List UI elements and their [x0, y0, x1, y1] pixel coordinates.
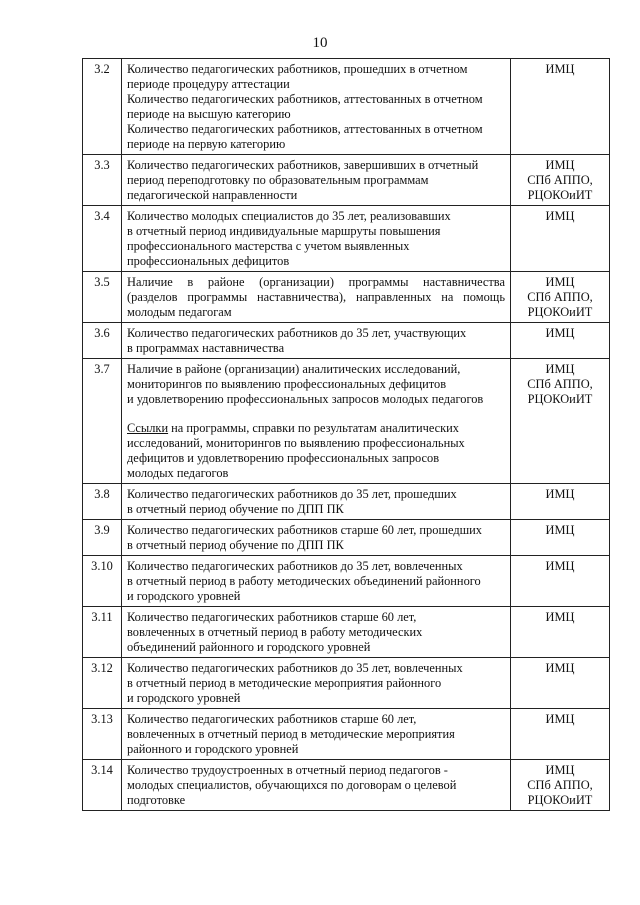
indicator-description: [122, 359, 511, 484]
description-line: в программах наставничества: [127, 341, 285, 355]
description-line: Количество педагогических работников, аттестованных в отчетном: [127, 92, 483, 106]
description-line: Количество педагогических работников, завершивших в отчетный: [127, 158, 479, 172]
description-line: мониторингов по выявлению профессиональных дефицитов: [127, 377, 447, 391]
links-label: Ссылки: [127, 421, 169, 435]
links-note-line: исследований, мониторингов по выявлению профессиональных: [127, 436, 465, 450]
table-row: [83, 520, 610, 556]
indicator-description: [122, 59, 511, 155]
indicator-description: [122, 520, 511, 556]
indicator-description: [122, 323, 511, 359]
description-line: Количество педагогических работников до 35 лет, участвующих: [127, 326, 467, 340]
responsible-cell: [511, 359, 610, 484]
row-number: 3.9: [83, 520, 122, 556]
row-number: 3.3: [83, 155, 122, 206]
indicator-description: [122, 155, 511, 206]
responsible-cell: [511, 155, 610, 206]
indicator-description: [122, 272, 511, 323]
responsible-org: СПб АППО,: [527, 778, 593, 792]
responsible-cell: [511, 556, 610, 607]
description-line: подготовке: [127, 793, 186, 807]
responsible-org: СПб АППО,: [527, 173, 593, 187]
responsible-cell: [511, 484, 610, 520]
description-line: в отчетный период обучение по ДПП ПК: [127, 538, 344, 552]
description-line: Количество педагогических работников, прошедших в отчетном: [127, 62, 468, 76]
indicator-description: [122, 760, 511, 811]
responsible-cell: [511, 272, 610, 323]
row-number: 3.11: [83, 607, 122, 658]
responsible-org: ИМЦ: [545, 487, 575, 501]
table-row: [83, 206, 610, 272]
links-note-line: [127, 421, 505, 436]
responsible-org: ИМЦ: [545, 62, 575, 76]
responsible-org: ИМЦ: [545, 275, 575, 289]
row-number: 3.8: [83, 484, 122, 520]
indicator-description: [122, 484, 511, 520]
responsible-org: ИМЦ: [545, 610, 575, 624]
indicator-description: [122, 206, 511, 272]
responsible-cell: [511, 59, 610, 155]
description-line: профессионального мастерства с учетом выявленных: [127, 239, 410, 253]
table-row: [83, 59, 610, 155]
description-line: Количество трудоустроенных в отчетный период педагогов -: [127, 763, 448, 777]
description-line: период переподготовку по образовательным программам: [127, 173, 429, 187]
description-line: молодых специалистов, обучающихся по договорам о целевой: [127, 778, 457, 792]
description-line: профессиональных дефицитов: [127, 254, 290, 268]
description-line: периоде процедуру аттестации: [127, 77, 290, 91]
description-line: в отчетный период в методические мероприятия районного: [127, 676, 442, 690]
responsible-cell: [511, 709, 610, 760]
table-row: [83, 359, 610, 484]
table-row: [83, 760, 610, 811]
responsible-org: РЦОКОиИТ: [527, 188, 593, 202]
row-number: 3.13: [83, 709, 122, 760]
description-line: молодым педагогам: [127, 305, 232, 319]
row-number: 3.2: [83, 59, 122, 155]
row-number: 3.10: [83, 556, 122, 607]
description-line: в отчетный период обучение по ДПП ПК: [127, 502, 344, 516]
row-number: 3.7: [83, 359, 122, 484]
responsible-org: СПб АППО,: [527, 377, 593, 391]
table-row: [83, 484, 610, 520]
responsible-cell: [511, 323, 610, 359]
links-text: на программы, справки по результатам аналитических: [168, 421, 459, 435]
description-line: и городского уровней: [127, 589, 241, 603]
description-line: в отчетный период индивидуальные маршруты повышения: [127, 224, 441, 238]
indicator-description: [122, 658, 511, 709]
description-line: объединений районного и городского уровней: [127, 640, 371, 654]
page-number: 10: [312, 35, 328, 51]
description-line: и удовлетворению профессиональных запросов молодых педагогов: [127, 392, 484, 406]
responsible-org: ИМЦ: [545, 362, 575, 376]
description-line: Количество педагогических работников старше 60 лет,: [127, 712, 417, 726]
description-line: Количество педагогических работников до 35 лет, вовлеченных: [127, 661, 463, 675]
responsible-org: ИМЦ: [545, 326, 575, 340]
indicator-description: [122, 556, 511, 607]
responsible-org: РЦОКОиИТ: [527, 392, 593, 406]
indicator-description: [122, 607, 511, 658]
row-number: 3.6: [83, 323, 122, 359]
description-line: в отчетный период в работу методических объединений районного: [127, 574, 481, 588]
row-number: 3.12: [83, 658, 122, 709]
table-row: [83, 155, 610, 206]
links-note-line: дефицитов и удовлетворению профессиональных запросов: [127, 451, 440, 465]
description-line: Количество молодых специалистов до 35 лет, реализовавших: [127, 209, 451, 223]
links-note-line: молодых педагогов: [127, 466, 229, 480]
description-line: периоде на первую категорию: [127, 137, 286, 151]
table-row: [83, 556, 610, 607]
description-line: (разделов программы наставничества), направленных на помощь: [127, 290, 505, 304]
responsible-org: ИМЦ: [545, 661, 575, 675]
table-row: [83, 323, 610, 359]
indicators-table: [82, 58, 610, 811]
description-line: Количество педагогических работников до 35 лет, прошедших: [127, 487, 457, 501]
responsible-org: СПб АППО,: [527, 290, 593, 304]
description-line: Количество педагогических работников старше 60 лет, прошедших: [127, 523, 483, 537]
description-line: вовлеченных в отчетный период в работу методических: [127, 625, 423, 639]
links-note: [127, 421, 505, 481]
description-line: Количество педагогических работников, аттестованных в отчетном: [127, 122, 483, 136]
responsible-org: ИМЦ: [545, 712, 575, 726]
responsible-cell: [511, 658, 610, 709]
responsible-org: ИМЦ: [545, 559, 575, 573]
description-line: периоде на высшую категорию: [127, 107, 291, 121]
responsible-cell: [511, 206, 610, 272]
table-row: [83, 607, 610, 658]
description-line: и городского уровней: [127, 691, 241, 705]
responsible-cell: [511, 607, 610, 658]
description-line: Наличие в районе (организации) программы наставничества: [127, 275, 505, 289]
row-number: 3.5: [83, 272, 122, 323]
responsible-org: РЦОКОиИТ: [527, 793, 593, 807]
responsible-cell: [511, 760, 610, 811]
indicator-description: [122, 709, 511, 760]
table-row: [83, 272, 610, 323]
description-line: районного и городского уровней: [127, 742, 299, 756]
table-row: [83, 658, 610, 709]
table-row: [83, 709, 610, 760]
responsible-org: ИМЦ: [545, 209, 575, 223]
responsible-cell: [511, 520, 610, 556]
responsible-org: ИМЦ: [545, 523, 575, 537]
description-line: педагогической направленности: [127, 188, 298, 202]
description-line: вовлеченных в отчетный период в методические мероприятия: [127, 727, 455, 741]
description-line: Наличие в районе (организации) аналитических исследований,: [127, 362, 461, 376]
description-line: Количество педагогических работников старше 60 лет,: [127, 610, 417, 624]
responsible-org: ИМЦ: [545, 763, 575, 777]
row-number: 3.4: [83, 206, 122, 272]
description-line: Количество педагогических работников до 35 лет, вовлеченных: [127, 559, 463, 573]
responsible-org: ИМЦ: [545, 158, 575, 172]
responsible-org: РЦОКОиИТ: [527, 305, 593, 319]
row-number: 3.14: [83, 760, 122, 811]
